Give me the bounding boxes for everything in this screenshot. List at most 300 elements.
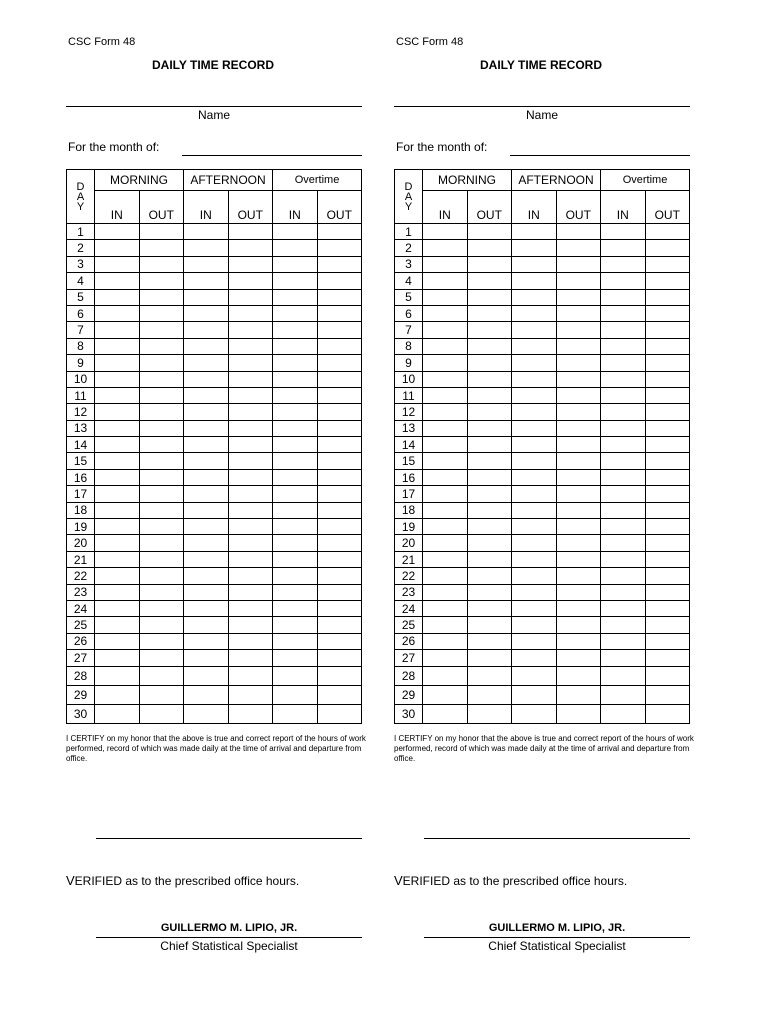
time-entry-cell[interactable] <box>601 535 646 551</box>
time-entry-cell[interactable] <box>139 551 184 567</box>
time-entry-cell[interactable] <box>139 322 184 338</box>
time-entry-cell[interactable] <box>512 338 557 354</box>
time-entry-cell[interactable] <box>423 371 468 387</box>
time-entry-cell[interactable] <box>645 551 690 567</box>
time-entry-cell[interactable] <box>317 704 362 723</box>
time-entry-cell[interactable] <box>512 568 557 584</box>
time-entry-cell[interactable] <box>184 240 229 256</box>
time-entry-cell[interactable] <box>139 502 184 518</box>
time-entry-cell[interactable] <box>228 617 273 633</box>
time-entry-cell[interactable] <box>184 685 229 704</box>
time-entry-cell[interactable] <box>512 535 557 551</box>
time-entry-cell[interactable] <box>228 256 273 272</box>
time-entry-cell[interactable] <box>423 633 468 649</box>
time-entry-cell[interactable] <box>139 453 184 469</box>
time-entry-cell[interactable] <box>228 387 273 403</box>
time-entry-cell[interactable] <box>512 519 557 535</box>
time-entry-cell[interactable] <box>512 289 557 305</box>
time-entry-cell[interactable] <box>556 486 601 502</box>
time-entry-cell[interactable] <box>645 535 690 551</box>
time-entry-cell[interactable] <box>423 685 468 704</box>
time-entry-cell[interactable] <box>423 256 468 272</box>
time-entry-cell[interactable] <box>139 437 184 453</box>
time-entry-cell[interactable] <box>184 387 229 403</box>
time-entry-cell[interactable] <box>228 666 273 685</box>
time-entry-cell[interactable] <box>139 666 184 685</box>
time-entry-cell[interactable] <box>273 404 318 420</box>
time-entry-cell[interactable] <box>512 420 557 436</box>
time-entry-cell[interactable] <box>423 305 468 321</box>
time-entry-cell[interactable] <box>95 420 140 436</box>
time-entry-cell[interactable] <box>228 289 273 305</box>
time-entry-cell[interactable] <box>273 666 318 685</box>
time-entry-cell[interactable] <box>95 305 140 321</box>
time-entry-cell[interactable] <box>645 322 690 338</box>
time-entry-cell[interactable] <box>184 420 229 436</box>
time-entry-cell[interactable] <box>273 519 318 535</box>
time-entry-cell[interactable] <box>467 240 512 256</box>
time-entry-cell[interactable] <box>467 469 512 485</box>
time-entry-cell[interactable] <box>556 704 601 723</box>
time-entry-cell[interactable] <box>467 502 512 518</box>
time-entry-cell[interactable] <box>184 633 229 649</box>
time-entry-cell[interactable] <box>601 338 646 354</box>
time-entry-cell[interactable] <box>423 486 468 502</box>
time-entry-cell[interactable] <box>512 437 557 453</box>
time-entry-cell[interactable] <box>423 519 468 535</box>
time-entry-cell[interactable] <box>645 437 690 453</box>
time-entry-cell[interactable] <box>601 322 646 338</box>
time-entry-cell[interactable] <box>556 371 601 387</box>
time-entry-cell[interactable] <box>228 305 273 321</box>
time-entry-cell[interactable] <box>556 650 601 666</box>
time-entry-cell[interactable] <box>317 502 362 518</box>
time-entry-cell[interactable] <box>184 584 229 600</box>
time-entry-cell[interactable] <box>556 633 601 649</box>
time-entry-cell[interactable] <box>228 633 273 649</box>
time-entry-cell[interactable] <box>273 273 318 289</box>
time-entry-cell[interactable] <box>512 685 557 704</box>
time-entry-cell[interactable] <box>645 371 690 387</box>
time-entry-cell[interactable] <box>645 469 690 485</box>
time-entry-cell[interactable] <box>601 666 646 685</box>
time-entry-cell[interactable] <box>317 666 362 685</box>
time-entry-cell[interactable] <box>139 355 184 371</box>
time-entry-cell[interactable] <box>95 633 140 649</box>
time-entry-cell[interactable] <box>273 600 318 616</box>
time-entry-cell[interactable] <box>228 224 273 240</box>
time-entry-cell[interactable] <box>273 535 318 551</box>
time-entry-cell[interactable] <box>95 322 140 338</box>
time-entry-cell[interactable] <box>645 666 690 685</box>
time-entry-cell[interactable] <box>273 617 318 633</box>
time-entry-cell[interactable] <box>95 371 140 387</box>
time-entry-cell[interactable] <box>184 650 229 666</box>
time-entry-cell[interactable] <box>512 256 557 272</box>
time-entry-cell[interactable] <box>601 502 646 518</box>
time-entry-cell[interactable] <box>273 256 318 272</box>
time-entry-cell[interactable] <box>139 650 184 666</box>
time-entry-cell[interactable] <box>467 633 512 649</box>
time-entry-cell[interactable] <box>184 568 229 584</box>
time-entry-cell[interactable] <box>556 666 601 685</box>
time-entry-cell[interactable] <box>95 704 140 723</box>
time-entry-cell[interactable] <box>512 600 557 616</box>
time-entry-cell[interactable] <box>139 387 184 403</box>
time-entry-cell[interactable] <box>317 617 362 633</box>
time-entry-cell[interactable] <box>601 650 646 666</box>
time-entry-cell[interactable] <box>601 469 646 485</box>
time-entry-cell[interactable] <box>512 224 557 240</box>
time-entry-cell[interactable] <box>512 355 557 371</box>
time-entry-cell[interactable] <box>556 338 601 354</box>
time-entry-cell[interactable] <box>317 289 362 305</box>
time-entry-cell[interactable] <box>273 633 318 649</box>
time-entry-cell[interactable] <box>184 617 229 633</box>
time-entry-cell[interactable] <box>512 305 557 321</box>
time-entry-cell[interactable] <box>228 355 273 371</box>
time-entry-cell[interactable] <box>317 633 362 649</box>
time-entry-cell[interactable] <box>139 535 184 551</box>
time-entry-cell[interactable] <box>139 584 184 600</box>
time-entry-cell[interactable] <box>139 404 184 420</box>
time-entry-cell[interactable] <box>317 273 362 289</box>
time-entry-cell[interactable] <box>423 584 468 600</box>
time-entry-cell[interactable] <box>645 387 690 403</box>
time-entry-cell[interactable] <box>139 420 184 436</box>
time-entry-cell[interactable] <box>645 240 690 256</box>
time-entry-cell[interactable] <box>601 633 646 649</box>
time-entry-cell[interactable] <box>512 633 557 649</box>
time-entry-cell[interactable] <box>423 666 468 685</box>
time-entry-cell[interactable] <box>556 685 601 704</box>
time-entry-cell[interactable] <box>556 404 601 420</box>
time-entry-cell[interactable] <box>95 453 140 469</box>
time-entry-cell[interactable] <box>601 355 646 371</box>
time-entry-cell[interactable] <box>139 240 184 256</box>
time-entry-cell[interactable] <box>273 289 318 305</box>
time-entry-cell[interactable] <box>601 519 646 535</box>
time-entry-cell[interactable] <box>556 387 601 403</box>
time-entry-cell[interactable] <box>184 437 229 453</box>
time-entry-cell[interactable] <box>317 551 362 567</box>
time-entry-cell[interactable] <box>273 568 318 584</box>
time-entry-cell[interactable] <box>423 273 468 289</box>
time-entry-cell[interactable] <box>95 240 140 256</box>
time-entry-cell[interactable] <box>645 289 690 305</box>
time-entry-cell[interactable] <box>317 404 362 420</box>
time-entry-cell[interactable] <box>228 650 273 666</box>
time-entry-cell[interactable] <box>317 240 362 256</box>
time-entry-cell[interactable] <box>273 420 318 436</box>
time-entry-cell[interactable] <box>423 322 468 338</box>
time-entry-cell[interactable] <box>556 437 601 453</box>
time-entry-cell[interactable] <box>423 355 468 371</box>
time-entry-cell[interactable] <box>512 666 557 685</box>
time-entry-cell[interactable] <box>512 371 557 387</box>
time-entry-cell[interactable] <box>423 650 468 666</box>
time-entry-cell[interactable] <box>95 486 140 502</box>
time-entry-cell[interactable] <box>95 256 140 272</box>
time-entry-cell[interactable] <box>139 224 184 240</box>
time-entry-cell[interactable] <box>645 273 690 289</box>
time-entry-cell[interactable] <box>184 256 229 272</box>
time-entry-cell[interactable] <box>228 600 273 616</box>
time-entry-cell[interactable] <box>645 224 690 240</box>
time-entry-cell[interactable] <box>645 305 690 321</box>
time-entry-cell[interactable] <box>601 387 646 403</box>
time-entry-cell[interactable] <box>228 685 273 704</box>
time-entry-cell[interactable] <box>512 486 557 502</box>
time-entry-cell[interactable] <box>139 519 184 535</box>
time-entry-cell[interactable] <box>95 519 140 535</box>
time-entry-cell[interactable] <box>184 355 229 371</box>
time-entry-cell[interactable] <box>317 469 362 485</box>
time-entry-cell[interactable] <box>423 568 468 584</box>
time-entry-cell[interactable] <box>467 371 512 387</box>
time-entry-cell[interactable] <box>317 355 362 371</box>
time-entry-cell[interactable] <box>556 551 601 567</box>
time-entry-cell[interactable] <box>95 666 140 685</box>
time-entry-cell[interactable] <box>467 704 512 723</box>
time-entry-cell[interactable] <box>423 224 468 240</box>
time-entry-cell[interactable] <box>601 224 646 240</box>
time-entry-cell[interactable] <box>273 338 318 354</box>
time-entry-cell[interactable] <box>467 551 512 567</box>
time-entry-cell[interactable] <box>601 437 646 453</box>
time-entry-cell[interactable] <box>556 224 601 240</box>
time-entry-cell[interactable] <box>512 502 557 518</box>
time-entry-cell[interactable] <box>645 685 690 704</box>
time-entry-cell[interactable] <box>556 519 601 535</box>
time-entry-cell[interactable] <box>317 535 362 551</box>
time-entry-cell[interactable] <box>139 617 184 633</box>
time-entry-cell[interactable] <box>556 289 601 305</box>
time-entry-cell[interactable] <box>139 256 184 272</box>
time-entry-cell[interactable] <box>601 240 646 256</box>
time-entry-cell[interactable] <box>467 437 512 453</box>
time-entry-cell[interactable] <box>273 486 318 502</box>
time-entry-cell[interactable] <box>601 289 646 305</box>
time-entry-cell[interactable] <box>423 338 468 354</box>
time-entry-cell[interactable] <box>645 256 690 272</box>
time-entry-cell[interactable] <box>184 600 229 616</box>
time-entry-cell[interactable] <box>467 486 512 502</box>
time-entry-cell[interactable] <box>95 224 140 240</box>
time-entry-cell[interactable] <box>645 600 690 616</box>
time-entry-cell[interactable] <box>95 584 140 600</box>
time-entry-cell[interactable] <box>467 519 512 535</box>
time-entry-cell[interactable] <box>512 322 557 338</box>
time-entry-cell[interactable] <box>467 338 512 354</box>
time-entry-cell[interactable] <box>601 617 646 633</box>
time-entry-cell[interactable] <box>601 704 646 723</box>
time-entry-cell[interactable] <box>139 486 184 502</box>
time-entry-cell[interactable] <box>228 273 273 289</box>
time-entry-cell[interactable] <box>423 551 468 567</box>
time-entry-cell[interactable] <box>645 519 690 535</box>
time-entry-cell[interactable] <box>273 437 318 453</box>
time-entry-cell[interactable] <box>556 600 601 616</box>
time-entry-cell[interactable] <box>273 224 318 240</box>
time-entry-cell[interactable] <box>95 437 140 453</box>
time-entry-cell[interactable] <box>184 371 229 387</box>
time-entry-cell[interactable] <box>228 437 273 453</box>
time-entry-cell[interactable] <box>467 617 512 633</box>
time-entry-cell[interactable] <box>273 502 318 518</box>
time-entry-cell[interactable] <box>317 387 362 403</box>
time-entry-cell[interactable] <box>601 256 646 272</box>
time-entry-cell[interactable] <box>317 224 362 240</box>
time-entry-cell[interactable] <box>184 273 229 289</box>
time-entry-cell[interactable] <box>95 535 140 551</box>
time-entry-cell[interactable] <box>184 666 229 685</box>
time-entry-cell[interactable] <box>467 387 512 403</box>
time-entry-cell[interactable] <box>467 355 512 371</box>
time-entry-cell[interactable] <box>95 685 140 704</box>
time-entry-cell[interactable] <box>556 469 601 485</box>
time-entry-cell[interactable] <box>645 584 690 600</box>
time-entry-cell[interactable] <box>512 469 557 485</box>
time-entry-cell[interactable] <box>423 704 468 723</box>
time-entry-cell[interactable] <box>423 453 468 469</box>
time-entry-cell[interactable] <box>95 650 140 666</box>
time-entry-cell[interactable] <box>512 617 557 633</box>
time-entry-cell[interactable] <box>139 371 184 387</box>
time-entry-cell[interactable] <box>601 420 646 436</box>
time-entry-cell[interactable] <box>423 437 468 453</box>
time-entry-cell[interactable] <box>556 420 601 436</box>
time-entry-cell[interactable] <box>317 256 362 272</box>
time-entry-cell[interactable] <box>273 685 318 704</box>
time-entry-cell[interactable] <box>423 387 468 403</box>
time-entry-cell[interactable] <box>467 404 512 420</box>
time-entry-cell[interactable] <box>139 704 184 723</box>
time-entry-cell[interactable] <box>139 338 184 354</box>
time-entry-cell[interactable] <box>184 224 229 240</box>
time-entry-cell[interactable] <box>317 322 362 338</box>
time-entry-cell[interactable] <box>423 289 468 305</box>
time-entry-cell[interactable] <box>139 469 184 485</box>
time-entry-cell[interactable] <box>273 371 318 387</box>
time-entry-cell[interactable] <box>601 568 646 584</box>
time-entry-cell[interactable] <box>273 322 318 338</box>
time-entry-cell[interactable] <box>184 322 229 338</box>
time-entry-cell[interactable] <box>512 704 557 723</box>
time-entry-cell[interactable] <box>556 535 601 551</box>
time-entry-cell[interactable] <box>601 600 646 616</box>
time-entry-cell[interactable] <box>228 486 273 502</box>
time-entry-cell[interactable] <box>139 273 184 289</box>
time-entry-cell[interactable] <box>601 486 646 502</box>
time-entry-cell[interactable] <box>423 469 468 485</box>
time-entry-cell[interactable] <box>467 289 512 305</box>
time-entry-cell[interactable] <box>228 584 273 600</box>
time-entry-cell[interactable] <box>423 617 468 633</box>
time-entry-cell[interactable] <box>556 240 601 256</box>
time-entry-cell[interactable] <box>184 305 229 321</box>
time-entry-cell[interactable] <box>95 273 140 289</box>
time-entry-cell[interactable] <box>273 469 318 485</box>
time-entry-cell[interactable] <box>467 453 512 469</box>
time-entry-cell[interactable] <box>184 453 229 469</box>
time-entry-cell[interactable] <box>95 600 140 616</box>
time-entry-cell[interactable] <box>645 404 690 420</box>
time-entry-cell[interactable] <box>645 420 690 436</box>
time-entry-cell[interactable] <box>601 453 646 469</box>
time-entry-cell[interactable] <box>556 502 601 518</box>
time-entry-cell[interactable] <box>95 289 140 305</box>
time-entry-cell[interactable] <box>423 240 468 256</box>
time-entry-cell[interactable] <box>184 502 229 518</box>
time-entry-cell[interactable] <box>317 486 362 502</box>
time-entry-cell[interactable] <box>139 305 184 321</box>
time-entry-cell[interactable] <box>645 704 690 723</box>
time-entry-cell[interactable] <box>645 453 690 469</box>
time-entry-cell[interactable] <box>317 600 362 616</box>
time-entry-cell[interactable] <box>467 535 512 551</box>
time-entry-cell[interactable] <box>139 600 184 616</box>
time-entry-cell[interactable] <box>273 584 318 600</box>
time-entry-cell[interactable] <box>139 289 184 305</box>
time-entry-cell[interactable] <box>228 240 273 256</box>
time-entry-cell[interactable] <box>95 387 140 403</box>
time-entry-cell[interactable] <box>228 704 273 723</box>
time-entry-cell[interactable] <box>556 584 601 600</box>
time-entry-cell[interactable] <box>317 453 362 469</box>
time-entry-cell[interactable] <box>228 519 273 535</box>
time-entry-cell[interactable] <box>184 486 229 502</box>
time-entry-cell[interactable] <box>601 371 646 387</box>
time-entry-cell[interactable] <box>95 469 140 485</box>
time-entry-cell[interactable] <box>645 633 690 649</box>
time-entry-cell[interactable] <box>512 453 557 469</box>
time-entry-cell[interactable] <box>423 420 468 436</box>
time-entry-cell[interactable] <box>184 289 229 305</box>
time-entry-cell[interactable] <box>317 519 362 535</box>
time-entry-cell[interactable] <box>645 502 690 518</box>
time-entry-cell[interactable] <box>184 469 229 485</box>
time-entry-cell[interactable] <box>601 273 646 289</box>
time-entry-cell[interactable] <box>95 355 140 371</box>
time-entry-cell[interactable] <box>423 535 468 551</box>
time-entry-cell[interactable] <box>467 305 512 321</box>
time-entry-cell[interactable] <box>273 704 318 723</box>
time-entry-cell[interactable] <box>423 502 468 518</box>
time-entry-cell[interactable] <box>317 568 362 584</box>
time-entry-cell[interactable] <box>645 338 690 354</box>
time-entry-cell[interactable] <box>184 551 229 567</box>
time-entry-cell[interactable] <box>645 355 690 371</box>
time-entry-cell[interactable] <box>273 305 318 321</box>
time-entry-cell[interactable] <box>467 584 512 600</box>
time-entry-cell[interactable] <box>273 453 318 469</box>
time-entry-cell[interactable] <box>423 404 468 420</box>
time-entry-cell[interactable] <box>601 305 646 321</box>
time-entry-cell[interactable] <box>317 650 362 666</box>
time-entry-cell[interactable] <box>556 256 601 272</box>
time-entry-cell[interactable] <box>512 404 557 420</box>
time-entry-cell[interactable] <box>228 535 273 551</box>
time-entry-cell[interactable] <box>184 338 229 354</box>
time-entry-cell[interactable] <box>139 685 184 704</box>
time-entry-cell[interactable] <box>273 240 318 256</box>
time-entry-cell[interactable] <box>273 551 318 567</box>
time-entry-cell[interactable] <box>512 240 557 256</box>
time-entry-cell[interactable] <box>139 633 184 649</box>
time-entry-cell[interactable] <box>228 420 273 436</box>
time-entry-cell[interactable] <box>228 469 273 485</box>
